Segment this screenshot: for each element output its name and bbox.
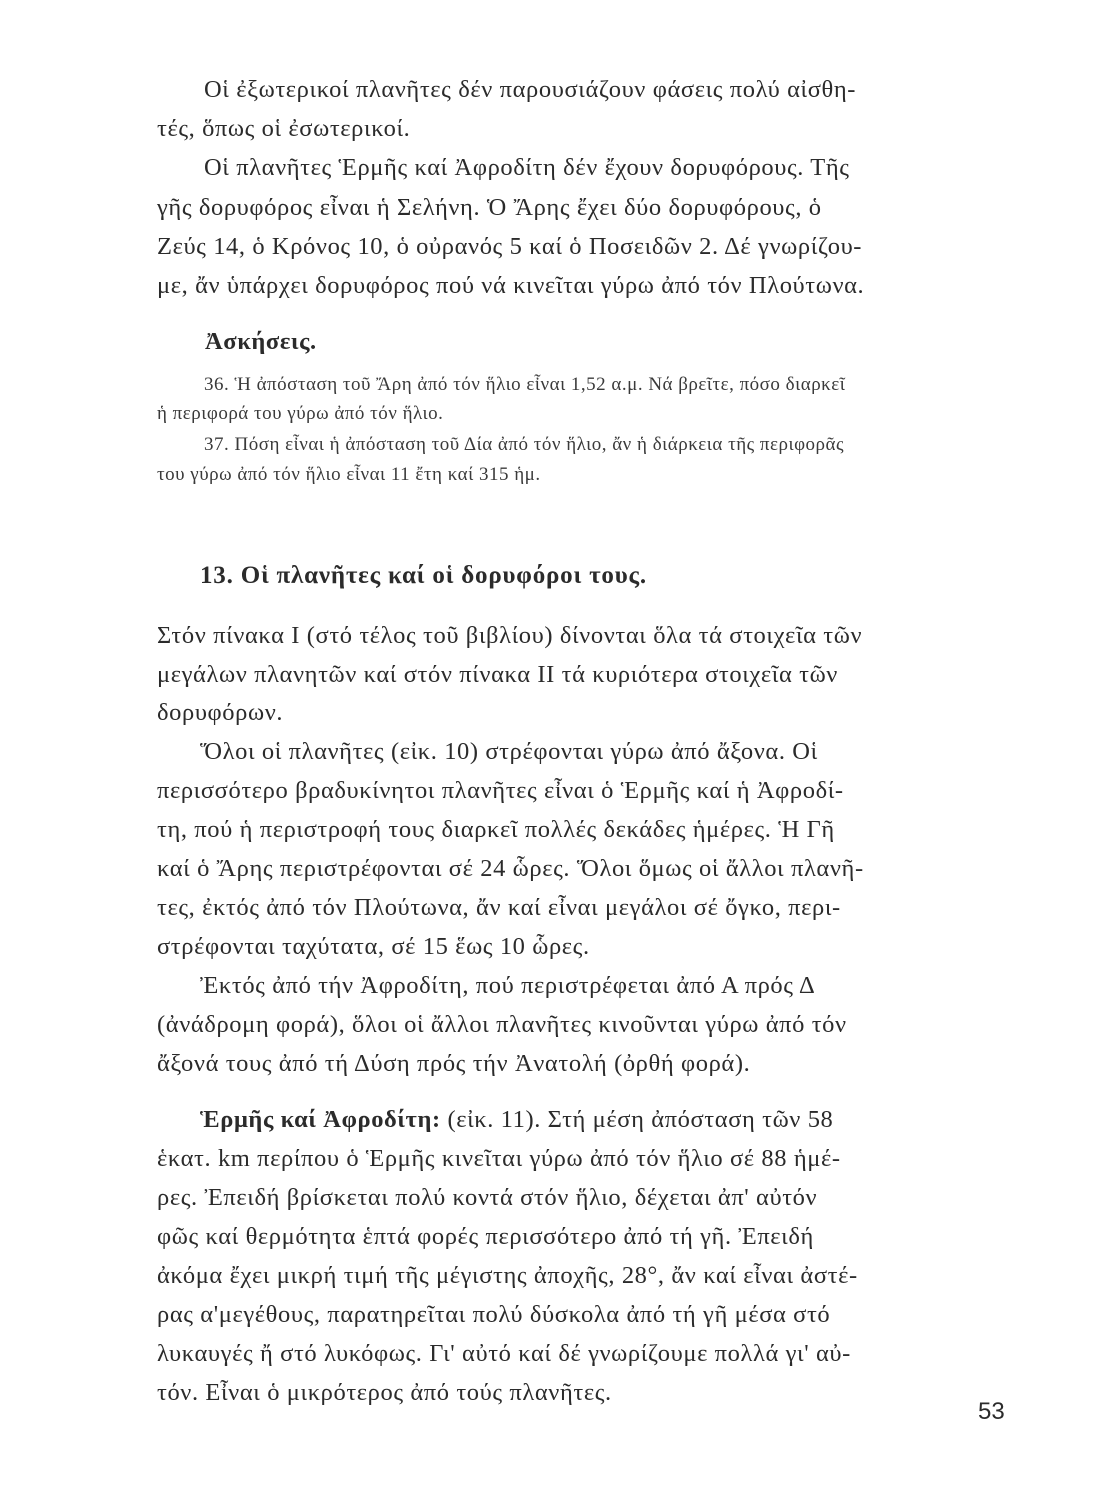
exercise-37-cont: του γύρω ἀπό τόν ἥλιο εἶναι 11 ἔτη καί 315 ἡμ. [157, 464, 541, 485]
topic-lead-rest: (εἰκ. 11). Στή μέση ἀπόσταση τῶν 58 [440, 1106, 834, 1133]
text-line: Ὅλοι οἱ πλανῆτες (εἰκ. 10) στρέφονται γύρω ἀπό ἄξονα. Οἱ [200, 738, 818, 765]
topic-lead: Ἑρμῆς καί Ἀφροδίτη: [200, 1106, 441, 1133]
text-line: στρέφονται ταχύτατα, σέ 15 ἕως 10 ὧρες. [157, 933, 590, 960]
text-line: γῆς δορυφόρος εἶναι ἡ Σελήνη. Ὁ Ἄρης ἔχει δύο δορυφόρους, ὁ [157, 194, 822, 221]
text-line: καί ὁ Ἄρης περιστρέφονται σέ 24 ὧρες. Ὅλοι ὅμως οἱ ἄλλοι πλανῆ- [157, 855, 864, 882]
page-number: 53 [978, 1398, 1005, 1425]
text-line: (ἀνάδρομη φορά), ὅλοι οἱ ἄλλοι πλανῆτες κινοῦνται γύρω ἀπό τόν [157, 1011, 847, 1038]
text-line: τες, ἐκτός ἀπό τόν Πλούτωνα, ἄν καί εἶναι μεγάλοι σέ ὄγκο, περι- [157, 894, 841, 921]
exercises-title: Ἀσκήσεις. [205, 328, 317, 355]
text-line: περισσότερο βραδυκίνητοι πλανῆτες εἶναι ὁ Ἑρμῆς καί ἡ Ἀφροδί- [157, 777, 844, 804]
text-line: τές, ὅπως οἱ ἐσωτερικοί. [157, 115, 411, 142]
text-line: μεγάλων πλανητῶν καί στόν πίνακα II τά κυριότερα στοιχεῖα τῶν [157, 661, 838, 688]
text-line [200, 1108, 833, 1133]
text-line: ρας α'μεγέθους, παρατηρεῖται πολύ δύσκολα ἀπό τή γῆ μέσα στό [157, 1301, 831, 1328]
text-line: δορυφόρων. [157, 699, 284, 726]
exercise-36-cont: ἡ περιφορά του γύρω ἀπό τόν ἥλιο. [157, 403, 444, 424]
text-line: λυκαυγές ἤ στό λυκόφως. Γι' αὐτό καί δέ γνωρίζουμε πολλά γι' αὐ- [157, 1340, 851, 1367]
exercise-36: 36. Ἡ ἀπόσταση τοῦ Ἄρη ἀπό τόν ἥλιο εἶναι 1,52 α.μ. Νά βρεῖτε, πόσο διαρκεῖ [204, 374, 846, 395]
text-line: Οἱ ἐξωτερικοί πλανῆτες δέν παρουσιάζουν φάσεις πολύ αἰσθη- [204, 76, 857, 103]
text-line: Οἱ πλανῆτες Ἑρμῆς καί Ἀφροδίτη δέν ἔχουν δορυφόρους. Τῆς [204, 154, 850, 181]
text-line: ἑκατ. km περίπου ὁ Ἑρμῆς κινεῖται γύρω ἀπό τόν ἥλιο σέ 88 ἡμέ- [157, 1145, 841, 1172]
text-line: Ἐκτός ἀπό τήν Ἀφροδίτη, πού περιστρέφεται ἀπό Α πρός Δ [200, 972, 816, 999]
text-line: ἀκόμα ἔχει μικρή τιμή τῆς μέγιστης ἀποχῆς, 28°, ἄν καί εἶναι ἀστέ- [157, 1262, 858, 1289]
text-line: ἄξονά τους ἀπό τή Δύση πρός τήν Ἀνατολή (ὀρθή φορά). [157, 1050, 751, 1077]
text-line: ρες. Ἐπειδή βρίσκεται πολύ κοντά στόν ἥλιο, δέχεται ἀπ' αὐτόν [157, 1184, 818, 1211]
text-line: φῶς καί θερμότητα ἑπτά φορές περισσότερο ἀπό τή γῆ. Ἐπειδή [157, 1223, 814, 1250]
exercise-37: 37. Πόση εἶναι ἡ ἀπόσταση τοῦ Δία ἀπό τόν ἥλιο, ἄν ἡ διάρκεια τῆς περιφορᾶς [204, 434, 845, 455]
text-line: Ζεύς 14, ὁ Κρόνος 10, ὁ οὐρανός 5 καί ὁ Ποσειδῶν 2. Δέ γνωρίζου- [157, 233, 863, 260]
text-line: Στόν πίνακα I (στό τέλος τοῦ βιβλίου) δίνονται ὅλα τά στοιχεῖα τῶν [157, 622, 863, 649]
text-line: τόν. Εἶναι ὁ μικρότερος ἀπό τούς πλανῆτες. [157, 1379, 612, 1406]
section-heading: 13. Οἱ πλανῆτες καί οἱ δορυφόροι τους. [200, 562, 647, 589]
text-line: τη, πού ἡ περιστροφή τους διαρκεῖ πολλές δεκάδες ἡμέρες. Ἡ Γῆ [157, 816, 835, 843]
text-line: με, ἄν ὑπάρχει δορυφόρος πού νά κινεῖται γύρω ἀπό τόν Πλούτωνα. [157, 272, 865, 299]
